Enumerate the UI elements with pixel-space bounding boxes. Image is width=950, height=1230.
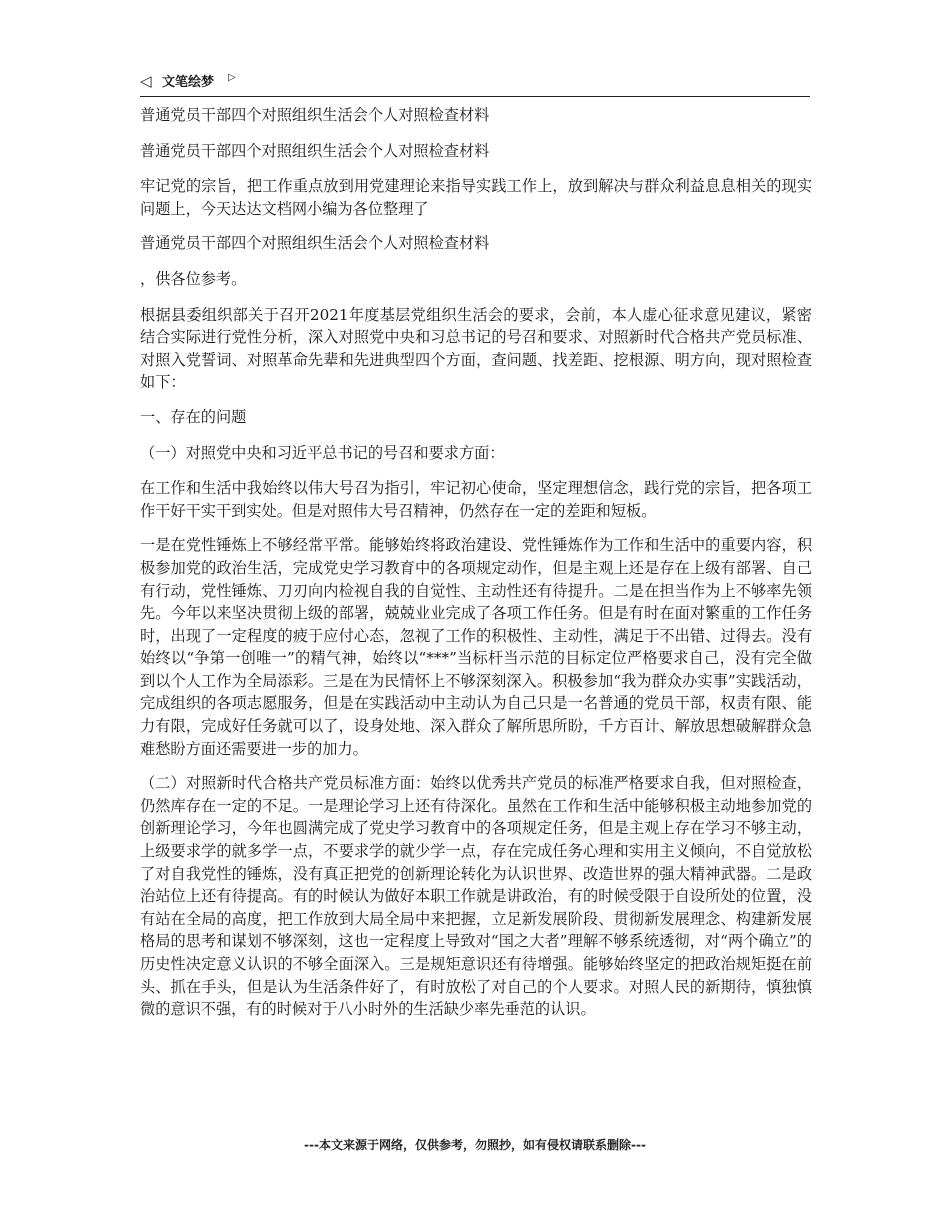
- document-body: [140, 104, 812, 1033]
- page-header: [140, 70, 810, 97]
- summary-paragraph: 在工作和生活中我始终以伟大号召为指引，牢记初心使命，坚定理想信念，践行党的宗旨，把各项工作干好干实干到实处。但是对照伟大号召精神，仍然存在一定的差距和短板。: [140, 479, 812, 520]
- doc-title-2: 普通党员干部四个对照组织生活会个人对照检查材料: [140, 141, 490, 160]
- section-heading: 一、存在的问题: [140, 407, 247, 426]
- left-triangle-icon: ◁: [140, 72, 152, 90]
- intro-paragraph: 牢记党的宗旨，把工作重点放到用党建理论来指导实践工作上，放到解决与群众利益息息相关的现实问题上，今天达达文档网小编为各位整理了: [140, 177, 812, 218]
- brand-label: 文笔绘梦: [162, 75, 215, 90]
- subsection-heading-1: （一）对照党中央和习近平总书记的号召和要求方面：: [140, 443, 505, 462]
- issues-paragraph-1: 一是在党性锤炼上不够经常平常。能够始终将政治建设、党性锤炼作为工作和生活中的重要内容，积极参加党的政治生活，完成党史学习教育中的各项规定动作，但是主观上还是存在上级有部署、自己有行动，党性锤炼、刀刃向内检视自我的自觉性、主动性还有待提升。二是在担当作为上不够率先领先。今年以来坚决贯彻上级的部署，兢兢业业完成了各项工作任务。但是有时在面对繁重的工作任务时，出现了一定程度的疲于应付心态，忽视了工作的积极性、主动性，满足于不出错、过得去。没有始终以“争第一创唯一”的精气神，始终以“***”当标杆当示范的目标定位严格要求自己，没有完全做到以个人工作为全局添彩。三是在为民情怀上不够深刻深入。积极参加“我为群众办实事”实践活动，完成组织的各项志愿服务，但是在实践活动中主动认为自己只是一名普通的党员干部，权责有限、能力有限，完成好任务就可以了，设身处地、深入群众了解所思所盼，千方百计、解放思想破解群众急难愁盼方面还需要进一步的加力。: [140, 536, 812, 758]
- doc-title-3: 普通党员干部四个对照组织生活会个人对照检查材料: [140, 234, 490, 253]
- right-triangle-icon: ▷: [228, 72, 236, 83]
- doc-title-1: 普通党员干部四个对照组织生活会个人对照检查材料: [140, 106, 490, 124]
- opening-paragraph: 根据县委组织部关于召开2021年度基层党组织生活会的要求，会前，本人虚心征求意见建议，紧密结合实际进行党性分析，深入对照党中央和习总书记的号召和要求、对照新时代合格共产党员标准、对照入党誓词、对照革命先辈和先进典型四个方面，查问题、找差距、挖根源、明方向，现对照检查如下：: [140, 305, 812, 392]
- issues-paragraph-2: （二）对照新时代合格共产党员标准方面：始终以优秀共产党员的标准严格要求自我，但对照检查，仍然库存在一定的不足。一是理论学习上还有待深化。虽然在工作和生活中能够积极主动地参加党的创新理论学习，今年也圆满完成了党史学习教育中的各项规定任务，但是主观上存在学习不够主动，上级要求学的就多学一点，不要求学的就少学一点，存在完成任务心理和实用主义倾向，不自觉放松了对自我党性的锤炼，没有真正把党的创新理论转化为认识世界、改造世界的强大精神武器。二是政治站位上还有待提高。有的时候认为做好本职工作就是讲政治，有的时候受限于自设所处的位置，没有站在全局的高度，把工作放到大局全局中来把握，立足新发展阶段、贯彻新发展理念、构建新发展格局的思考和谋划不够深刻，这也一定程度上导致对“国之大者”理解不够系统透彻，对“两个确立”的历史性决定意义认识的不够全面深入。三是规矩意识还有待增强。能够始终坚定的把政治规矩挺在前头、抓在手头，但是认为生活条件好了，有时放松了对自己的个人要求。对照人民的新期待，慎独慎微的意识不强，有的时候对于八小时外的生活缺少率先垂范的认识。: [140, 774, 812, 1019]
- reference-note: ，供各位参考。: [140, 269, 247, 288]
- footer-disclaimer: ---本文来源于网络，仅供参考，勿照抄，如有侵权请联系删除---: [304, 1138, 646, 1152]
